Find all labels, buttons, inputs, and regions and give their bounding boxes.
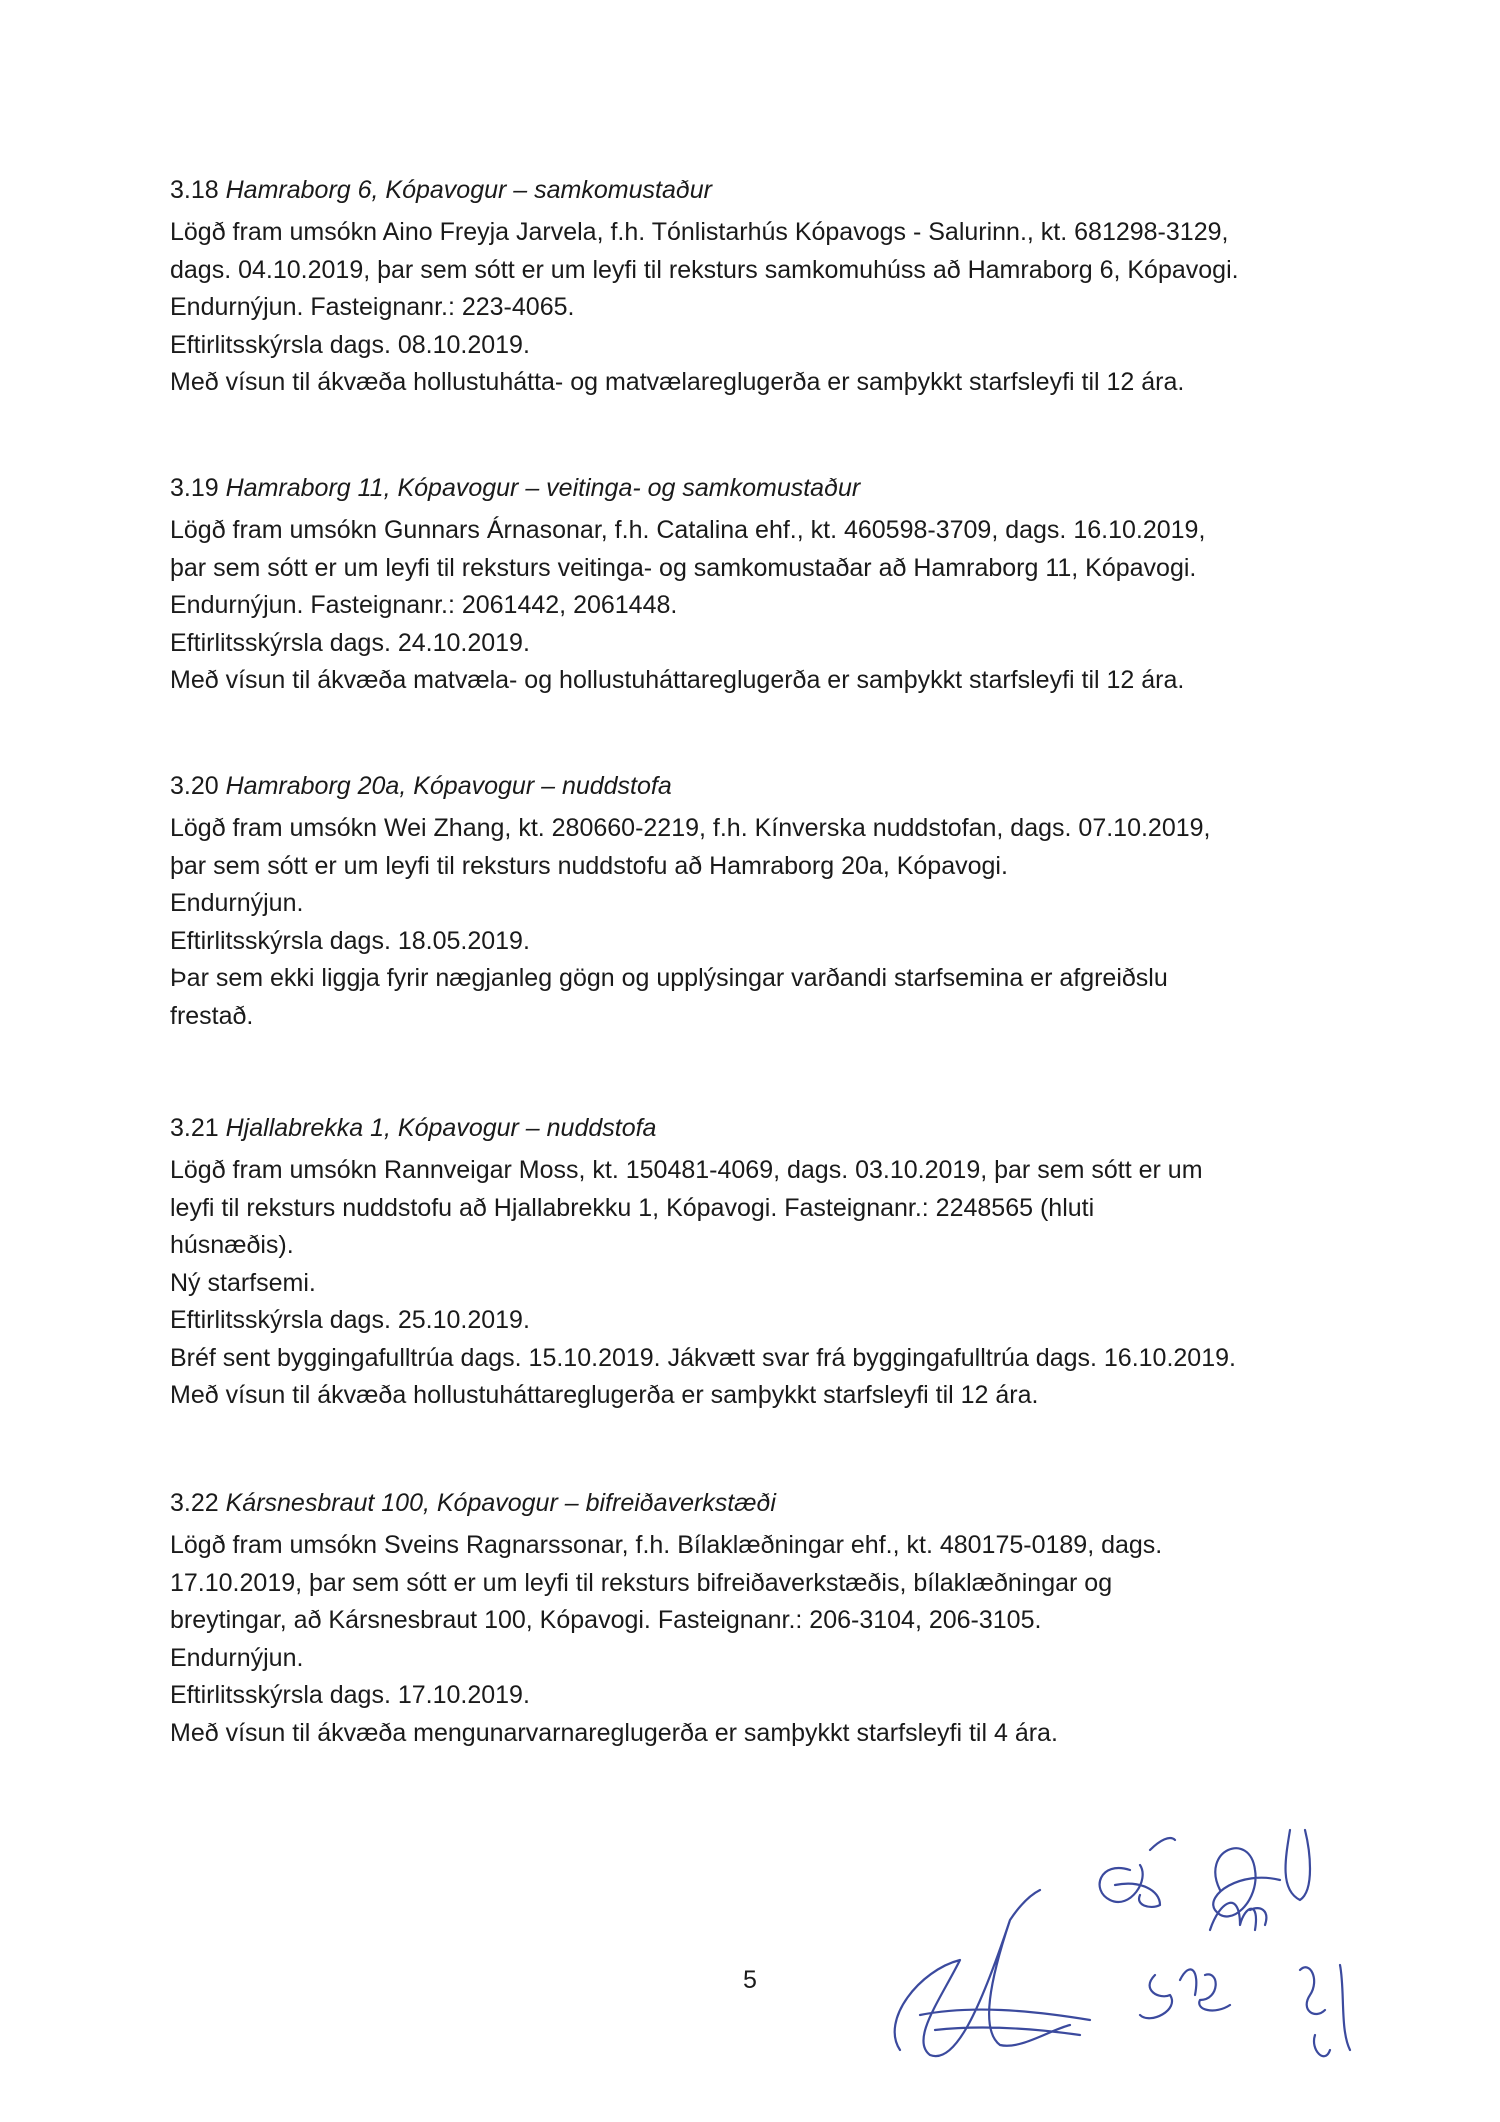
section-number: 3.21 <box>170 1114 219 1142</box>
section-heading <box>170 768 1330 804</box>
section-heading <box>170 470 1330 506</box>
section-title: Hamraborg 6, Kópavogur – samkomustaður <box>225 176 712 204</box>
page-number: 5 <box>743 1966 757 1994</box>
body-line: Eftirlitsskýrsla dags. 24.10.2019. <box>170 628 530 657</box>
body-line: Lögð fram umsókn Gunnars Árnasonar, f.h. Catalina ehf., kt. 460598-3709, dags. 16.10.2019, <box>170 516 1206 544</box>
section-3-20 <box>170 768 1330 1035</box>
body-line: húsnæðis). <box>170 1231 294 1259</box>
body-line: Endurnýjun. <box>170 1643 304 1672</box>
section-title: Kársnesbraut 100, Kópavogur – bifreiðaverkstæði <box>225 1489 776 1517</box>
body-line: Með vísun til ákvæða mengunarvarnareglugerða er samþykkt starfsleyfi til 4 ára. <box>170 1718 1058 1747</box>
section-3-22 <box>170 1485 1330 1752</box>
section-number: 3.22 <box>170 1489 219 1517</box>
section-3-18 <box>170 172 1330 402</box>
body-line: frestað. <box>170 1001 254 1030</box>
body-line: Með vísun til ákvæða hollustuháttareglugerða er samþykkt starfsleyfi til 12 ára. <box>170 1381 1039 1409</box>
body-line: Með vísun til ákvæða hollustuhátta- og matvælareglugerða er samþykkt starfsleyfi til 12 ára. <box>170 368 1185 396</box>
body-line: Lögð fram umsókn Rannveigar Moss, kt. 150481-4069, dags. 03.10.2019, þar sem sótt er um <box>170 1156 1203 1184</box>
body-line: Eftirlitsskýrsla dags. 17.10.2019. <box>170 1681 530 1709</box>
section-body <box>170 1152 1330 1415</box>
body-line: Endurnýjun. Fasteignanr.: 223-4065. <box>170 293 575 321</box>
section-title: Hamraborg 11, Kópavogur – veitinga- og samkomustaður <box>225 474 861 502</box>
signature-drawing <box>860 1810 1420 2080</box>
body-line: dags. 04.10.2019, þar sem sótt er um leyfi til reksturs samkomuhúss að Hamraborg 6, Kópavogi. <box>170 255 1239 284</box>
section-body <box>170 214 1330 402</box>
body-line: Þar sem ekki liggja fyrir nægjanleg gögn og upplýsingar varðandi starfsemina er afgreiðslu <box>170 964 1168 992</box>
body-line: breytingar, að Kársnesbraut 100, Kópavogi. Fasteignanr.: 206-3104, 206-3105. <box>170 1606 1042 1634</box>
body-line: Eftirlitsskýrsla dags. 08.10.2019. <box>170 330 530 359</box>
body-line: Eftirlitsskýrsla dags. 25.10.2019. <box>170 1306 530 1334</box>
body-line: Eftirlitsskýrsla dags. 18.05.2019. <box>170 926 530 955</box>
section-number: 3.18 <box>170 176 219 204</box>
body-line: Lögð fram umsókn Aino Freyja Jarvela, f.h. Tónlistarhús Kópavogs - Salurinn., kt. 681298-3129, <box>170 218 1229 246</box>
section-title: Hjallabrekka 1, Kópavogur – nuddstofa <box>225 1114 657 1142</box>
body-line: Lögð fram umsókn Wei Zhang, kt. 280660-2219, f.h. Kínverska nuddstofan, dags. 07.10.2019, <box>170 814 1211 842</box>
section-number: 3.19 <box>170 474 219 502</box>
signature-4 <box>1140 1903 1266 2018</box>
body-line: Með vísun til ákvæða matvæla- og hollustuháttareglugerða er samþykkt starfsleyfi til 12 ára. <box>170 666 1185 694</box>
signature-1 <box>895 1890 1090 2056</box>
body-line: Bréf sent byggingafulltrúa dags. 15.10.2019. Jákvætt svar frá byggingafulltrúa dags. 16.10.2019. <box>170 1343 1236 1372</box>
body-line: Ný starfsemi. <box>170 1268 316 1297</box>
signature-2 <box>1100 1838 1175 1907</box>
signature-strokes <box>895 1830 1350 2056</box>
signatures <box>860 1810 1420 2080</box>
body-line: Endurnýjun. <box>170 889 304 917</box>
signature-5 <box>1300 1965 1350 2056</box>
section-3-21 <box>170 1110 1330 1415</box>
body-line: þar sem sótt er um leyfi til reksturs nuddstofu að Hamraborg 20a, Kópavogi. <box>170 851 1008 880</box>
section-body <box>170 810 1330 1035</box>
body-line: þar sem sótt er um leyfi til reksturs veitinga- og samkomustaðar að Hamraborg 11, Kópavogi. <box>170 553 1197 582</box>
section-heading <box>170 172 1330 208</box>
body-line: Endurnýjun. Fasteignanr.: 2061442, 2061448. <box>170 591 678 619</box>
section-3-19 <box>170 470 1330 700</box>
section-number: 3.20 <box>170 772 219 800</box>
body-line: 17.10.2019, þar sem sótt er um leyfi til reksturs bifreiðaverkstæðis, bílaklæðningar og <box>170 1568 1113 1597</box>
body-line: Lögð fram umsókn Sveins Ragnarssonar, f.h. Bílaklæðningar ehf., kt. 480175-0189, dags. <box>170 1531 1163 1559</box>
section-heading <box>170 1110 1330 1146</box>
section-body <box>170 1527 1330 1752</box>
section-body <box>170 512 1330 700</box>
section-heading <box>170 1485 1330 1521</box>
body-line: leyfi til reksturs nuddstofu að Hjallabrekku 1, Kópavogi. Fasteignanr.: 2248565 (hluti <box>170 1193 1095 1222</box>
section-title: Hamraborg 20a, Kópavogur – nuddstofa <box>225 772 672 800</box>
